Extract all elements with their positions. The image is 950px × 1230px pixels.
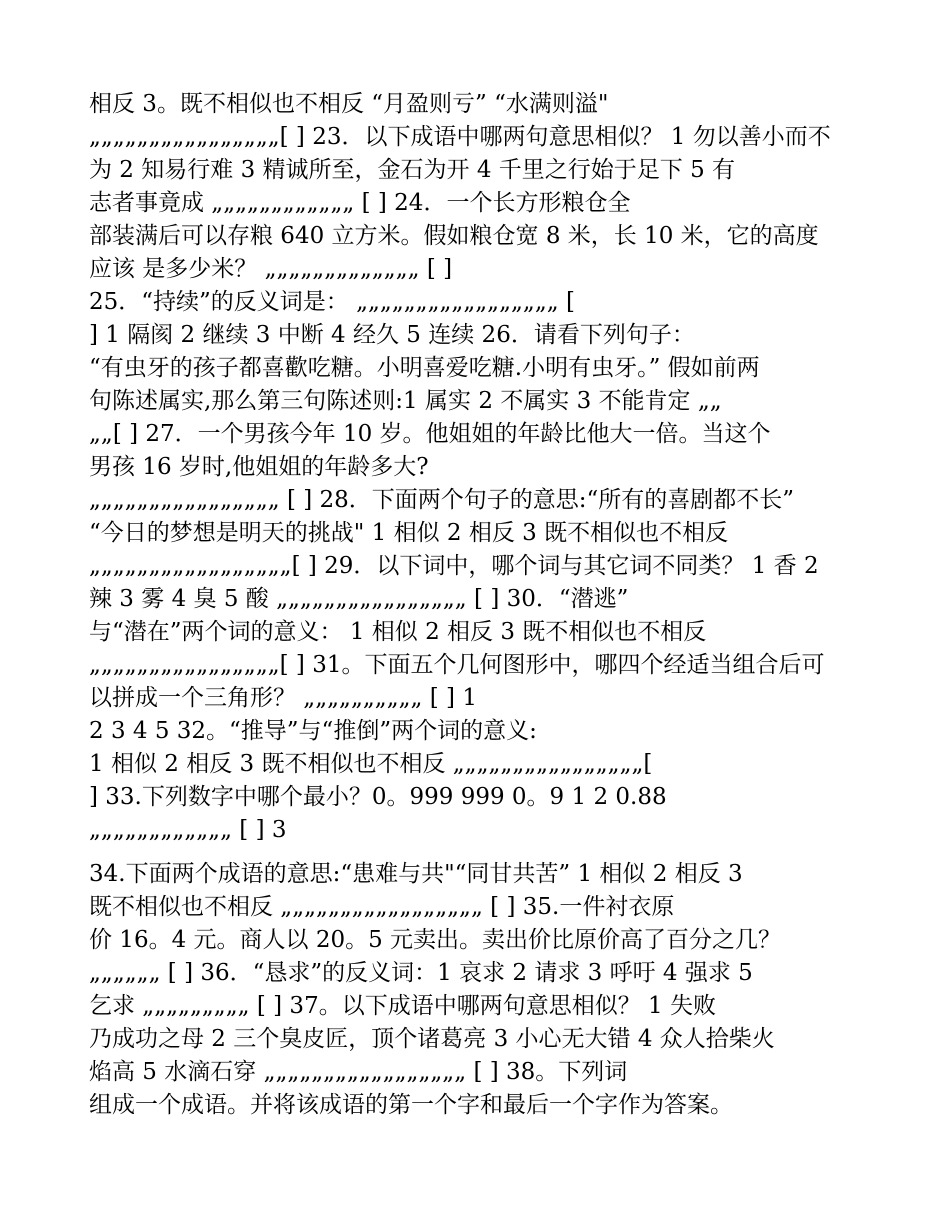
text-line: „„[ ] 27．一个男孩今年 10 岁。他姐姐的年龄比他大一倍。当这个 bbox=[89, 421, 771, 447]
text-line: „„„„„„„„„„„„„„„„„[ ] 29．以下词中，哪个词与其它词不同类？ 1 香 2 bbox=[89, 553, 819, 579]
text-line: 为 2 知易行难 3 精诚所至，金石为开 4 千里之行始于足下 5 有 bbox=[89, 157, 736, 183]
text-line: „„„„„„„„„„„„„„„„[ ] 31。下面五个几何图形中，哪四个经适当组合后可 bbox=[89, 652, 825, 678]
text-line: 既不相似也不相反 „„„„„„„„„„„„„„„„„ [ ] 35.一件衬衣原 bbox=[89, 894, 675, 920]
text-line: „„„„„„ [ ] 36．“恳求”的反义词：1 哀求 2 请求 3 呼吁 4 强求 5 bbox=[89, 960, 753, 986]
text-line: 句陈述属实,那么第三句陈述则:1 属实 2 不属实 3 不能肯定 „„ bbox=[89, 388, 722, 414]
text-line: 2 3 4 5 32。“推导”与“推倒”两个词的意义: bbox=[89, 718, 537, 744]
text-line: ] 1 隔阂 2 继续 3 中断 4 经久 5 连续 26．请看下列句子： bbox=[89, 322, 695, 348]
text-line: 价 16。4 元。商人以 20。5 元卖出。卖出价比原价高了百分之几？ bbox=[89, 927, 782, 953]
text-line: 组成一个成语。并将该成语的第一个字和最后一个字作为答案。 bbox=[89, 1092, 733, 1118]
text-line: 乞求 „„„„„„„„„ [ ] 37。以下成语中哪两句意思相似？ 1 失败 bbox=[89, 993, 716, 1019]
text-line: “有虫牙的孩子都喜歡吃糖。小明喜爱吃糖.小明有虫牙。” 假如前两 bbox=[89, 355, 760, 381]
text-line: „„„„„„„„„„„„„„„„[ ] 23．以下成语中哪两句意思相似？ 1 勿以善小而不 bbox=[89, 124, 831, 150]
text-line: „„„„„„„„„„„„„„„„ [ ] 28．下面两个句子的意思:“所有的喜剧都不长” bbox=[89, 487, 795, 513]
text-line: 男孩 16 岁时,他姐姐的年龄多大? bbox=[89, 454, 429, 480]
text-line: “今日的梦想是明天的挑战" 1 相似 2 相反 3 既不相似也不相反 bbox=[89, 520, 729, 546]
text-line: „„„„„„„„„„„„ [ ] 3 bbox=[89, 817, 287, 843]
text-line: 25．“持续”的反义词是： „„„„„„„„„„„„„„„„„ [ bbox=[89, 289, 575, 315]
text-line: 1 相似 2 相反 3 既不相似也不相反 „„„„„„„„„„„„„„„„[ bbox=[89, 751, 653, 777]
text-line: 34.下面两个成语的意思:“患难与共"“同甘共苦” 1 相似 2 相反 3 bbox=[89, 861, 743, 887]
text-line: 乃成功之母 2 三个臭皮匠，顶个诸葛亮 3 小心无大错 4 众人拾柴火 bbox=[89, 1026, 775, 1052]
text-line: 应该 是多少米？ „„„„„„„„„„„„„ [ ] bbox=[89, 256, 453, 282]
text-line: 相反 3。既不相似也不相反 “月盈则亏” “水满则溢" bbox=[89, 91, 609, 117]
text-line: 辣 3 雾 4 臭 5 酸 „„„„„„„„„„„„„„„„ [ ] 30．“潜逃” bbox=[89, 586, 629, 612]
text-line: 志者事竟成 „„„„„„„„„„„„ [ ] 24．一个长方形粮仓全 bbox=[89, 190, 631, 216]
text-line: 焰高 5 水滴石穿 „„„„„„„„„„„„„„„„„ [ ] 38。下列词 bbox=[89, 1059, 628, 1085]
text-line: 部装满后可以存粮 640 立方米。假如粮仓宽 8 米，长 10 米，它的高度 bbox=[89, 223, 819, 249]
text-line: 与“潜在”两个词的意义： 1 相似 2 相反 3 既不相似也不相反 bbox=[89, 619, 707, 645]
text-line: ] 33.下列数字中哪个最小？0。999 999 0。9 1 2 0.88 bbox=[89, 784, 667, 810]
text-line: 以拼成一个三角形？ „„„„„„„„„„ [ ] 1 bbox=[89, 685, 477, 711]
